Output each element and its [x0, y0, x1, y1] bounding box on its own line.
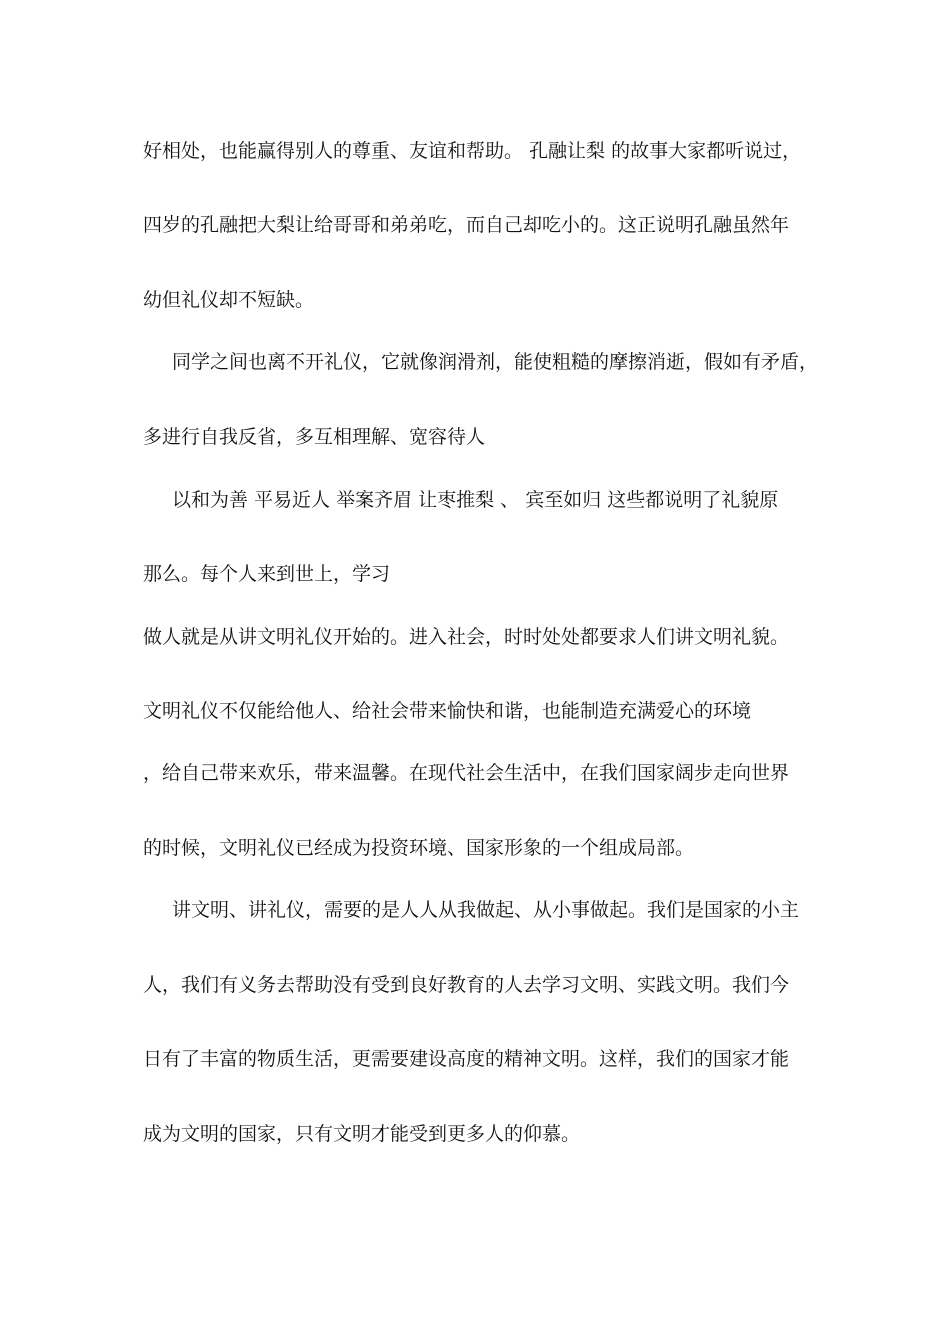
text-line-2: 四岁的孔融把大梨让给哥哥和弟弟吃，而自己却吃小的。这正说明孔融虽然年 — [143, 214, 790, 236]
text-line-14: 日有了丰富的物质生活，更需要建设高度的精神文明。这样，我们的国家才能 — [143, 1048, 790, 1070]
text-line-6: 以和为善 平易近人 举案齐眉 让枣推梨 、 宾至如归 这些都说明了礼貌原 — [172, 489, 779, 511]
text-line-7: 那么。每个人来到世上，学习 — [143, 563, 391, 585]
text-line-9: 文明礼仪不仅能给他人、给社会带来愉快和谐，也能制造充满爱心的环境 — [143, 700, 752, 722]
text-line-1: 好相处，也能赢得别人的尊重、友谊和帮助。 孔融让梨 的故事大家都听说过， — [143, 140, 802, 162]
text-line-3: 幼但礼仪却不短缺。 — [143, 289, 315, 311]
text-line-10: ，给自己带来欢乐，带来温馨。在现代社会生活中，在我们国家阔步走向世界 — [143, 762, 790, 784]
text-line-4: 同学之间也离不开礼仪，它就像润滑剂，能使粗糙的摩擦消逝，假如有矛盾， — [172, 351, 819, 373]
text-line-13: 人，我们有义务去帮助没有受到良好教育的人去学习文明、实践文明。我们今 — [143, 974, 790, 996]
text-line-11: 的时候，文明礼仪已经成为投资环境、国家形象的一个组成局部。 — [143, 837, 695, 859]
text-line-8: 做人就是从讲文明礼仪开始的。进入社会，时时处处都要求人们讲文明礼貌。 — [143, 626, 790, 648]
text-line-5: 多进行自我反省，多互相理解、宽容待人 — [143, 426, 486, 448]
text-line-15: 成为文明的国家，只有文明才能受到更多人的仰慕。 — [143, 1123, 581, 1145]
text-line-12: 讲文明、讲礼仪，需要的是人人从我做起、从小事做起。我们是国家的小主 — [172, 899, 800, 921]
